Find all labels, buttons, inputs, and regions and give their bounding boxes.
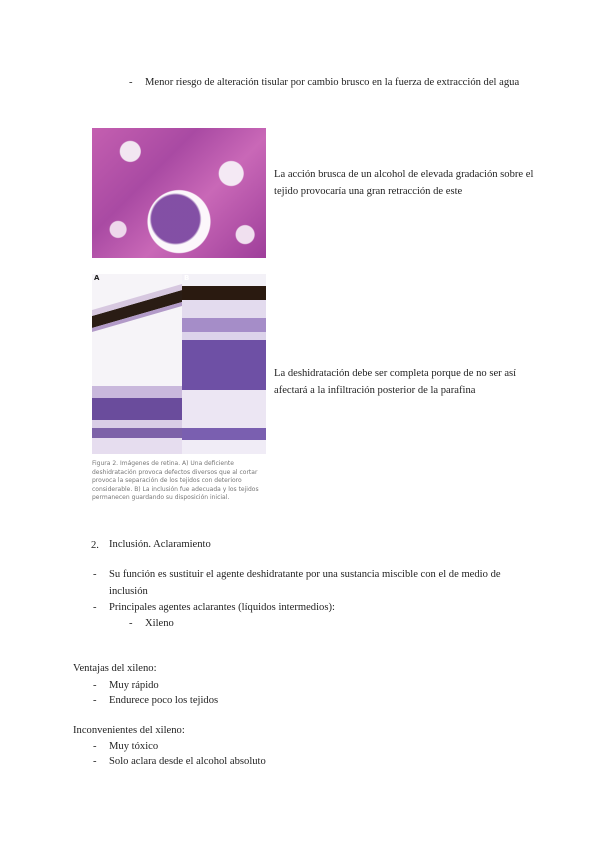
- retina-panel-a: [92, 274, 182, 454]
- advantage-item: Muy rápido: [109, 680, 159, 691]
- section-number: 2.: [91, 540, 99, 551]
- retina-panel-b: [182, 274, 266, 454]
- drawback-item: Muy tóxico: [109, 741, 159, 752]
- figure2-caption: Figura 2. Imágenes de retina. A) Una deficiente deshidratación provoca defectos diversos que al cortar provoca la separación de los tejidos con deterioro considerable. B) La inclusión fue adecuada y los tejidos permanecen guardando su disposición inicial.: [92, 460, 259, 501]
- retina-panel-b-drawing: [182, 274, 266, 454]
- section-title: Inclusión. Aclaramiento: [109, 539, 211, 550]
- figure1-description: La acción brusca de un alcohol de elevada gradación sobre el tejido provocaría una gran retracción de este: [274, 169, 534, 197]
- bullet-dash: -: [93, 756, 97, 767]
- bullet-dash: -: [93, 695, 97, 706]
- bullet-dash: -: [93, 741, 97, 752]
- bullet-dash: -: [93, 680, 97, 691]
- advantages-heading: Ventajas del xileno:: [73, 663, 157, 674]
- paragraph-risk: Menor riesgo de alteración tisular por cambio brusco en la fuerza de extracción del agua: [145, 77, 520, 88]
- drawbacks-heading: Inconvenientes del xileno:: [73, 725, 185, 736]
- panel-b-label: B: [184, 274, 190, 282]
- tissue-micrograph-image: [92, 128, 266, 258]
- drawback-item: Solo aclara desde el alcohol absoluto: [109, 756, 266, 767]
- bullet-dash: -: [93, 569, 97, 580]
- bullet-dash: -: [129, 618, 133, 629]
- retina-panel-a-drawing: [92, 274, 182, 454]
- bullet-dash: -: [93, 602, 97, 613]
- figure2-description: La deshidratación debe ser completa porque de no ser así afectará a la infiltración posterior de la parafina: [274, 368, 517, 396]
- panel-a-label: A: [94, 274, 100, 282]
- retina-figure-image: [92, 274, 266, 454]
- advantage-item: Endurece poco los tejidos: [109, 695, 219, 706]
- list-subitem-xileno: Xileno: [145, 618, 174, 629]
- bullet-dash: -: [129, 77, 133, 88]
- list-item-agents: Principales agentes aclarantes (líquidos intermedios):: [109, 602, 335, 613]
- list-item-function: Su función es sustituir el agente deshidratante por una sustancia miscible con el de medio de inclusión: [109, 569, 501, 597]
